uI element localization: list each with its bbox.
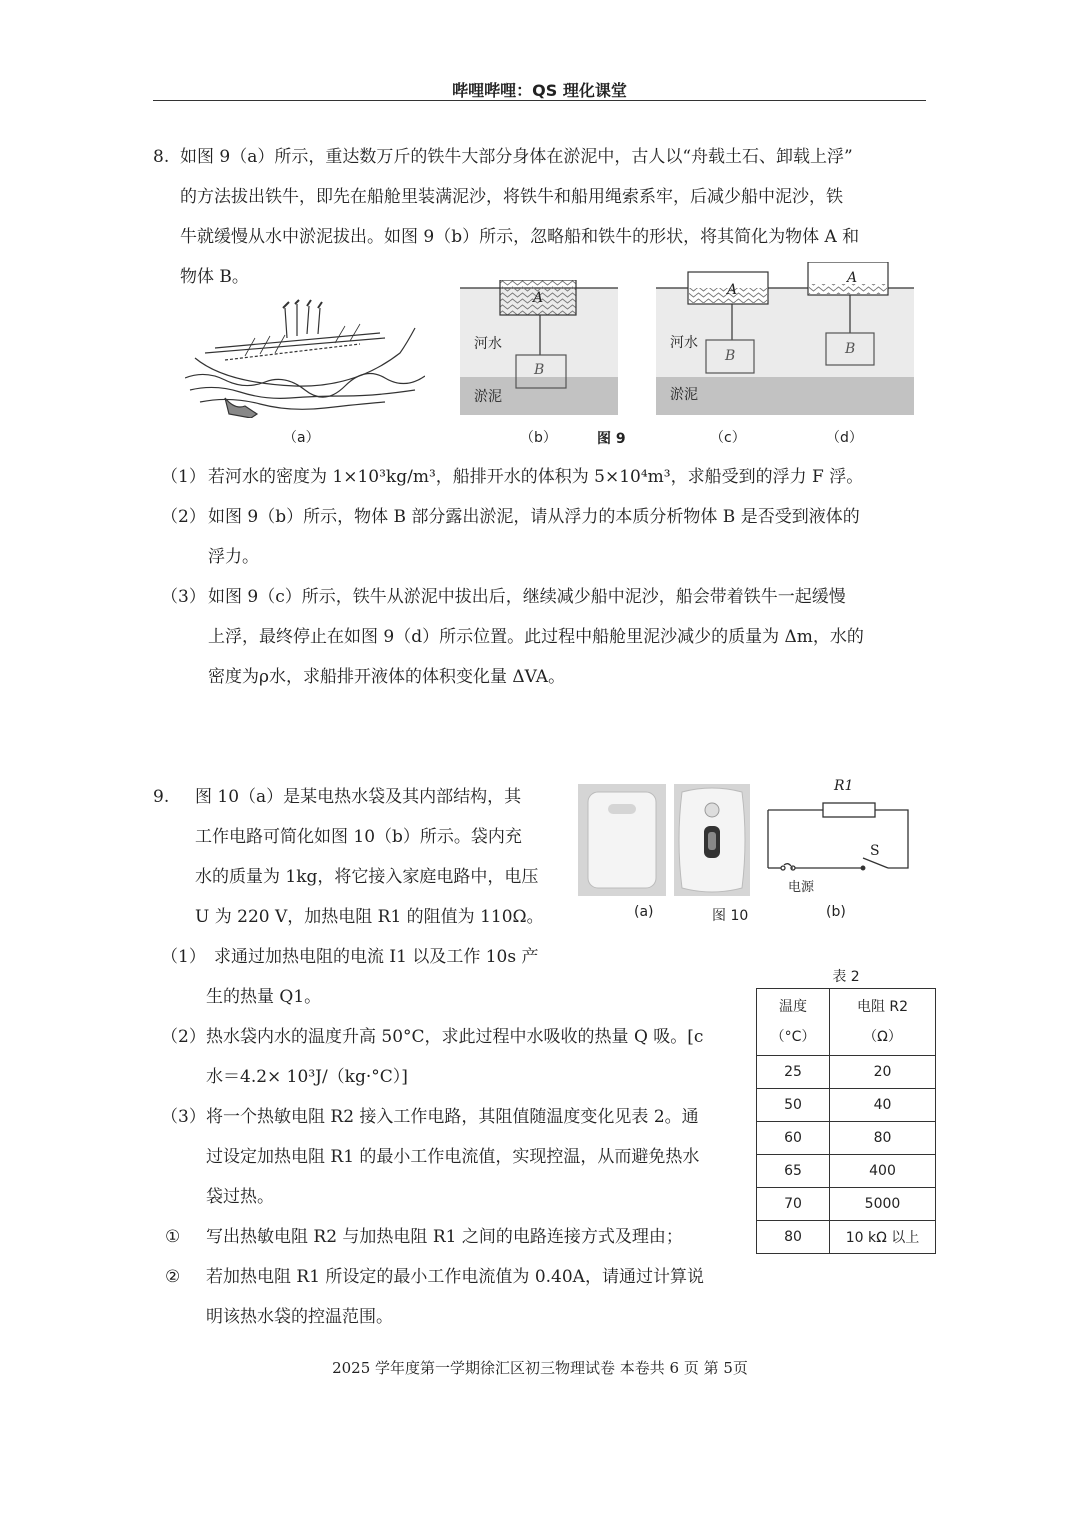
q9-line-3: 水的质量为 1kg，将它接入家庭电路中，电压 (195, 867, 539, 887)
fig9-title: 图 9 (597, 431, 626, 447)
q9-sub2-line-1: 热水袋内水的温度升高 50°C，求此过程中水吸收的热量 Q 吸。[c (206, 1027, 704, 1047)
table2-temp-cell: 70 (757, 1188, 830, 1221)
q9-line-4: U 为 220 V，加热电阻 R1 的阻值为 110Ω。 (195, 907, 544, 927)
page-header: 哔哩哔哩：QS 理化课堂 (452, 81, 627, 100)
q9-line-2: 工作电路可简化如图 10（b）所示。袋内充 (195, 827, 522, 847)
q8-sub3-line-2: 上浮，最终停止在如图 9（d）所示位置。此过程中船舱里泥沙减少的质量为 Δm，水的 (208, 627, 864, 647)
q8-sub3-line-1: 如图 9（c）所示，铁牛从淤泥中拔出后，继续减少船中泥沙，船会带着铁牛一起缓慢 (208, 587, 846, 607)
q9-sub2-line-2: 水＝4.2× 10³J/（kg·°C）] (206, 1067, 408, 1087)
table2-row (757, 1122, 936, 1155)
q9-item2-line-2: 明该热水袋的控温范围。 (206, 1307, 393, 1327)
fig9b-mud-label: 淤泥 (474, 389, 502, 405)
table2-temp-cell: 80 (757, 1221, 830, 1254)
q9-item1-text: 写出热敏电阻 R2 与加热电阻 R1 之间的电路连接方式及理由； (206, 1227, 683, 1247)
q8-line-1: 如图 9（a）所示，重达数万斤的铁牛大部分身体在淤泥中，古人以“舟载土石、卸载上浮” (180, 147, 853, 167)
q9-sub2-number: （2） (161, 1027, 206, 1047)
table2-resistance-cell: 80 (830, 1122, 936, 1155)
fig10-label-source: 电源 (788, 880, 815, 895)
fig9d-label-b: B (845, 341, 856, 357)
q8-sub1-text: 若河水的密度为 1×10³kg/m³，船排开水的体积为 5×10⁴m³，求船受到的浮力 F 浮。 (208, 467, 864, 487)
fig10-label-s: S (870, 843, 880, 859)
fig9-caption-d: （d） (826, 430, 863, 446)
q9-item2-number: ② (165, 1267, 181, 1287)
table2-resistance-cell: 10 kΩ 以上 (830, 1221, 936, 1254)
q9-sub3-line-1: 将一个热敏电阻 R2 接入工作电路，其阻值随温度变化见表 2。通 (206, 1107, 699, 1127)
fig10a-hot-water-bag-photo (578, 784, 750, 896)
q9-sub3-line-2: 过设定加热电阻 R1 的最小工作电流值，实现控温，从而避免热水 (206, 1147, 700, 1167)
q8-line-3: 牛就缓慢从水中淤泥拔出。如图 9（b）所示，忽略船和铁牛的形状，将其简化为物体 A 和 (180, 227, 860, 247)
table2-resistance-cell: 400 (830, 1155, 936, 1188)
fig10-caption-b: (b) (826, 904, 846, 920)
table2-temp-cell: 25 (757, 1056, 830, 1089)
q8-line-4: 物体 B。 (180, 267, 249, 287)
fig9c-water-label: 河水 (670, 335, 698, 351)
table2-row (757, 1221, 936, 1254)
q9-sub3-line-3: 袋过热。 (206, 1187, 274, 1207)
table2-temp-cell: 50 (757, 1089, 830, 1122)
table2-resistance-cell: 40 (830, 1089, 936, 1122)
fig9d-label-a: A (847, 270, 858, 286)
fig9c-label-a: A (727, 282, 738, 298)
q8-sub3-line-3: 密度为ρ水，求船排开液体的体积变化量 ΔVA。 (208, 667, 566, 687)
fig9-caption-c: （c） (710, 430, 746, 446)
table2-header-temp: 温度 （°C） (757, 989, 830, 1056)
q8-sub2-line-2: 浮力。 (208, 547, 259, 567)
fig9b-label-b: B (534, 362, 545, 378)
q9-sub1-line-2: 生的热量 Q1。 (206, 987, 322, 1007)
fig9-caption-b: （b） (520, 430, 557, 446)
fig9c-mud-label: 淤泥 (670, 387, 698, 403)
table2-resistance-cell: 5000 (830, 1188, 936, 1221)
fig10b-circuit (763, 780, 913, 890)
fig10-title: 图 10 (712, 908, 749, 924)
page-footer: 2025 学年度第一学期徐汇区初三物理试卷 本卷共 6 页 第 5页 (332, 1359, 748, 1377)
fig9b-water-label: 河水 (474, 336, 502, 352)
q9-item1-number: ① (165, 1227, 181, 1247)
fig9a-boat-illustration (185, 298, 425, 418)
q9-sub3-number: （3） (161, 1107, 206, 1127)
header-divider (153, 100, 926, 101)
table2-title: 表 2 (832, 969, 860, 985)
table2-row (757, 1089, 936, 1122)
q8-sub3-number: （3） (161, 587, 206, 607)
q9-item2-line-1: 若加热电阻 R1 所设定的最小工作电流值为 0.40A，请通过计算说 (206, 1267, 704, 1287)
q9-sub1-number: （1） (161, 947, 206, 967)
q8-sub2-line-1: 如图 9（b）所示，物体 B 部分露出淤泥，请从浮力的本质分析物体 B 是否受到液体的 (208, 507, 860, 527)
fig9c-label-b: B (725, 348, 736, 364)
table2 (756, 988, 936, 1254)
q9-line-1: 图 10（a）是某电热水袋及其内部结构，其 (195, 787, 522, 807)
q8-sub2-number: （2） (161, 507, 206, 527)
resistor-r1 (823, 803, 875, 817)
table2-temp-cell: 60 (757, 1122, 830, 1155)
q8-line-2: 的方法拔出铁牛，即先在船舱里装满泥沙，将铁牛和船用绳索系牢，后减少船中泥沙，铁 (180, 187, 843, 207)
fig10-label-r1: R1 (834, 778, 854, 794)
table2-row (757, 1056, 936, 1089)
q9-number: 9. (153, 787, 170, 807)
fig10-caption-a: (a) (634, 904, 654, 920)
switch-s (863, 858, 888, 868)
fig9-caption-a: （a） (283, 430, 320, 446)
q8-sub1-number: （1） (161, 467, 206, 487)
table2-row (757, 1188, 936, 1221)
table2-temp-cell: 65 (757, 1155, 830, 1188)
table2-resistance-cell: 20 (830, 1056, 936, 1089)
fig9b-label-a: A (533, 290, 544, 306)
q8-number: 8. (153, 147, 170, 167)
table2-row (757, 1155, 936, 1188)
table2-header-resistance: 电阻 R2 （Ω） (830, 989, 936, 1056)
q9-sub1-line-1: 求通过加热电阻的电流 I1 以及工作 10s 产 (214, 947, 539, 967)
